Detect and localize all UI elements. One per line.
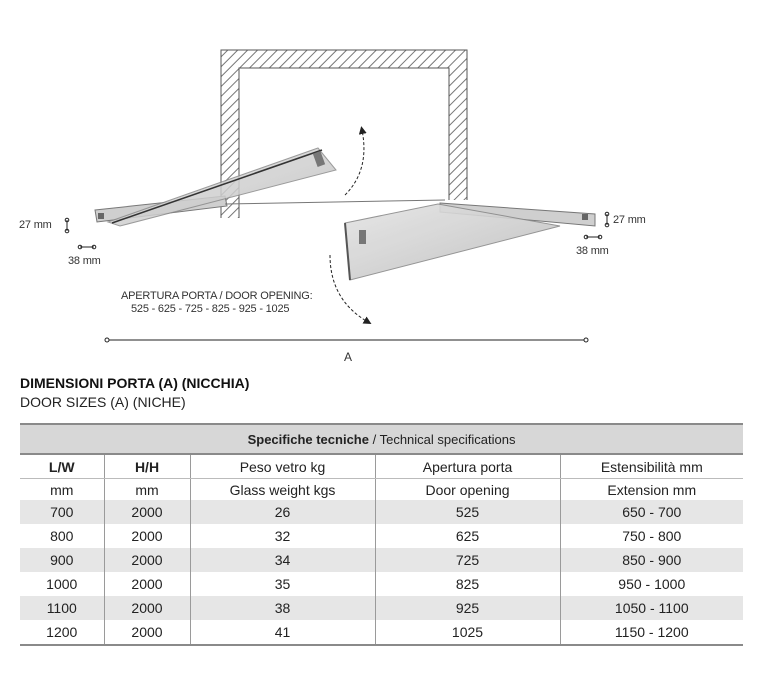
thickness-label-left: 27 mm: [19, 219, 52, 231]
subheader-extension: Extension mm: [607, 481, 697, 498]
cell-door-opening: 825: [375, 572, 560, 596]
table-row: [20, 596, 743, 620]
opening-arrow-top: [345, 130, 364, 195]
thickness-marker-left: [65, 218, 69, 233]
cell-door-opening: 725: [375, 548, 560, 572]
table-title-row: [20, 424, 743, 454]
cell-glass-weight: 34: [190, 548, 375, 572]
right-door-panel: [345, 203, 595, 280]
cell-glass-weight: 41: [190, 620, 375, 645]
table-title-it: Specifiche tecniche: [247, 431, 369, 447]
niche-wall: [221, 50, 467, 218]
cell-width: 1200: [20, 620, 104, 645]
cell-width: 1100: [20, 596, 104, 620]
dimension-a-label: A: [344, 350, 352, 364]
table-title-en: Technical specifications: [379, 431, 516, 447]
dimension-line-a: [105, 338, 588, 342]
width-label-right: 38 mm: [576, 245, 609, 257]
table-row: [20, 524, 743, 548]
table-row: [20, 572, 743, 596]
opening-caption: APERTURA PORTA / DOOR OPENING:: [121, 290, 313, 302]
header-glass-weight: Peso vetro kg: [190, 454, 375, 479]
cell-glass-weight: 38: [190, 596, 375, 620]
cell-width: 800: [20, 524, 104, 548]
subheader-door-opening: Door opening: [375, 479, 560, 501]
table-row: [20, 620, 743, 645]
header-row: [20, 454, 743, 479]
cell-door-opening: 625: [375, 524, 560, 548]
cell-glass-weight: 26: [190, 500, 375, 524]
technical-specifications-table: [20, 423, 743, 646]
opening-values: 525 - 625 - 725 - 825 - 925 - 1025: [131, 303, 290, 315]
cell-glass-weight: 35: [190, 572, 375, 596]
door-sizes-title-it: DIMENSIONI PORTA (A) (NICCHIA): [20, 375, 250, 391]
cell-door-opening: 925: [375, 596, 560, 620]
header-width: L/W: [20, 454, 104, 479]
width-marker-left: [78, 245, 96, 249]
cell-glass-weight: 32: [190, 524, 375, 548]
cell-height: 2000: [104, 596, 190, 620]
cell-extension: 950 - 1000: [618, 576, 686, 592]
subheader-width-unit: mm: [20, 479, 104, 501]
subheader-height-unit: mm: [104, 479, 190, 501]
cell-extension: 1050 - 1100: [560, 596, 743, 620]
cell-height: 2000: [104, 572, 190, 596]
subheader-glass-weight: Glass weight kgs: [190, 479, 375, 501]
door-sizes-title-en: DOOR SIZES (A) (NICHE): [20, 394, 186, 410]
cell-door-opening: 525: [375, 500, 560, 524]
thickness-marker-right: [605, 212, 609, 227]
cell-width: 700: [20, 500, 104, 524]
cell-extension: 650 - 700: [560, 500, 743, 524]
door-closing-line: [225, 200, 445, 204]
width-label-left: 38 mm: [68, 255, 101, 267]
width-marker-right: [584, 235, 602, 239]
header-door-opening: Apertura porta: [375, 454, 560, 479]
cell-height: 2000: [104, 524, 190, 548]
cell-extension: 1150 - 1200: [560, 620, 743, 645]
table-row: [20, 500, 743, 524]
cell-height: 2000: [104, 500, 190, 524]
header-extension: Estensibilità mm: [560, 454, 743, 479]
table-title: [20, 424, 743, 454]
cell-height: 2000: [104, 548, 190, 572]
cell-width: 900: [20, 548, 104, 572]
cell-extension: 850 - 900: [560, 548, 743, 572]
cell-extension: 750 - 800: [622, 528, 682, 544]
subheader-row: [20, 479, 743, 501]
thickness-label-right: 27 mm: [613, 214, 646, 226]
cell-width: 1000: [20, 572, 104, 596]
cell-door-opening: 1025: [375, 620, 560, 645]
cell-height: 2000: [104, 620, 190, 645]
header-height: H/H: [104, 454, 190, 479]
left-door-panel: [95, 148, 336, 226]
table-row: [20, 548, 743, 572]
table-title-separator: /: [368, 431, 380, 447]
